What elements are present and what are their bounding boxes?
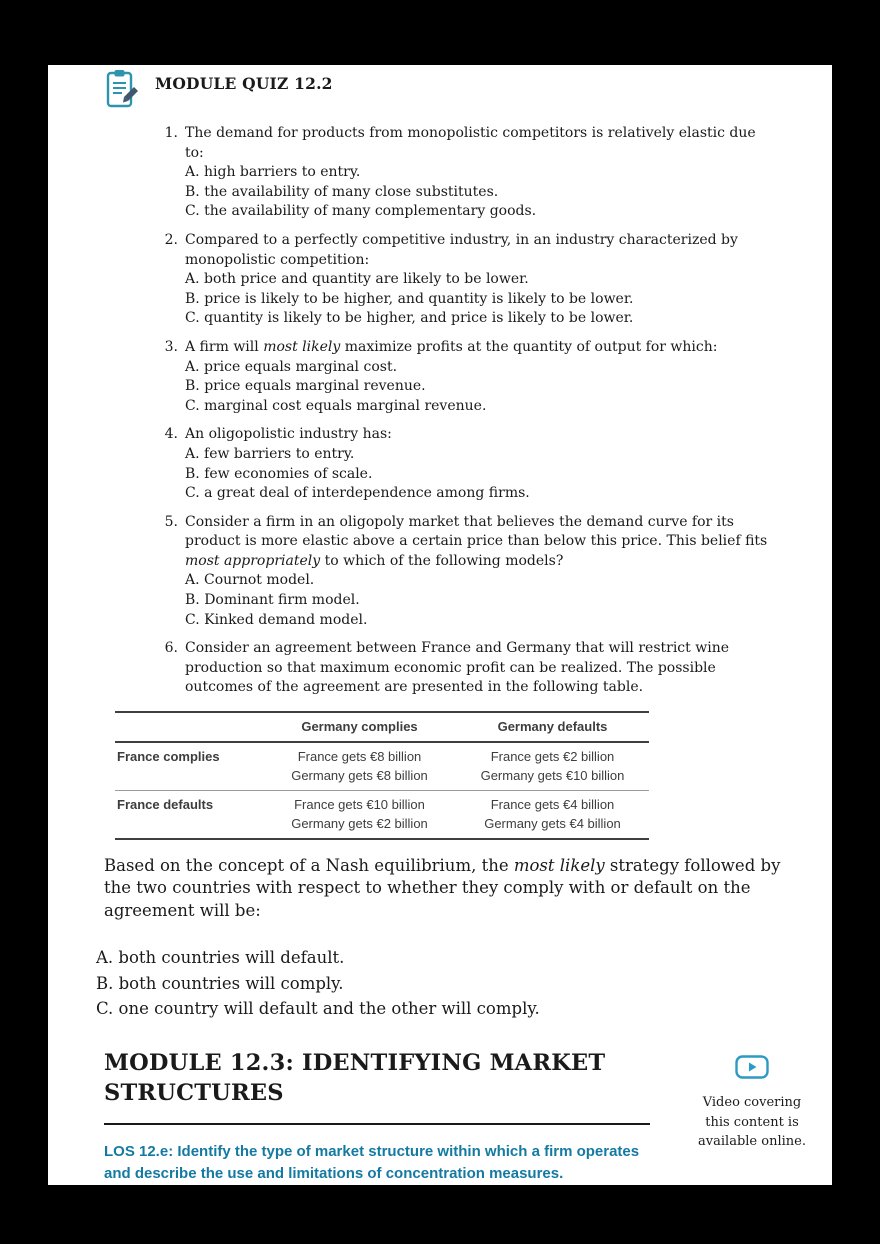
- answer-choice: C. quantity is likely to be higher, and price is likely to be lower.: [185, 310, 634, 327]
- payoff-table-body: [115, 742, 649, 839]
- payoff-cell: [456, 790, 649, 839]
- video-column: [672, 1049, 832, 1185]
- answer-choice: A. Cournot model.: [185, 572, 315, 589]
- table-row-label: France defaults: [117, 796, 214, 812]
- quiz-question: [158, 513, 832, 631]
- question-stem: An oligopolistic industry has:: [185, 426, 392, 443]
- question-body: [185, 338, 717, 416]
- heading-divider: [104, 1123, 650, 1125]
- payoff-line: Germany gets €10 billion: [480, 768, 625, 784]
- payoff-line: Germany gets €2 billion: [291, 816, 428, 832]
- answer-choice: A. price equals marginal cost.: [185, 358, 398, 375]
- question-body: [185, 513, 770, 631]
- payoff-line: France gets €4 billion: [490, 796, 615, 812]
- question6-prompt: Based on the concept of a Nash equilibrium, the most likely strategy followed by the two countries with respect to whether they comply with or default on the agreement will be:: [104, 855, 781, 921]
- payoff-cell: [263, 742, 456, 791]
- answer-choice: C. one country will default and the other will comply.: [96, 999, 540, 1019]
- answer-choice: C. the availability of many complementary goods.: [185, 203, 537, 220]
- question-body: [185, 124, 770, 222]
- quiz-header: [104, 68, 832, 112]
- question-number: 2.: [164, 231, 178, 248]
- answer-choice: B. price equals marginal revenue.: [185, 378, 426, 395]
- question-stem: Consider an agreement between France and Germany that will restrict wine production so that maximum economic profit can be realized. The possible outcomes of the agreement are presented in the following table.: [185, 640, 729, 696]
- answer-choice: A. high barriers to entry.: [185, 164, 361, 181]
- payoff-cell: [456, 742, 649, 791]
- quiz-question: [158, 425, 832, 503]
- payoff-line: France gets €10 billion: [294, 796, 425, 812]
- table-row: [115, 742, 649, 791]
- question-number: 3.: [164, 338, 178, 355]
- table-row-label: France complies: [117, 748, 220, 764]
- answer-choice: B. price is likely to be higher, and quantity is likely to be lower.: [185, 290, 634, 307]
- clipboard-pencil-icon: [104, 68, 142, 112]
- quiz-question: [158, 338, 832, 416]
- quiz-question: [158, 124, 832, 222]
- los-statement: LOS 12.e: Identify the type of market structure within which a firm operates and describe the use and limitations of concentration measures.: [104, 1142, 640, 1183]
- module-section: [104, 1049, 832, 1185]
- question-stem: The demand for products from monopolistic competitors is relatively elastic due to:: [185, 125, 756, 161]
- question-number: 1.: [164, 125, 178, 141]
- question-stem: Compared to a perfectly competitive industry, in an industry characterized by monopolistic competition:: [185, 231, 738, 268]
- payoff-line: Germany gets €4 billion: [484, 816, 621, 832]
- payoff-table: [115, 711, 649, 840]
- question-number: 4.: [164, 426, 178, 443]
- payoff-line: Germany gets €8 billion: [291, 768, 428, 784]
- answer-choice: C. marginal cost equals marginal revenue.: [185, 397, 487, 414]
- table-col-header: Germany defaults: [497, 719, 608, 735]
- question-stem: Consider a firm in an oligopoly market that believes the demand curve for its product is more elastic above a certain price than below this price. This belief fits most appropriately to which of the following models?: [185, 513, 768, 569]
- question-body: [185, 425, 530, 503]
- answer-choice: A. few barriers to entry.: [185, 445, 355, 462]
- book-page: [48, 65, 832, 1185]
- answer-choice: C. Kinked demand model.: [185, 611, 368, 628]
- quiz-title: MODULE QUIZ 12.2: [155, 74, 333, 93]
- quiz-question: [158, 231, 832, 329]
- table-corner-cell: [115, 712, 263, 742]
- final-choices: [96, 946, 832, 1022]
- answer-choice: A. both price and quantity are likely to be lower.: [185, 271, 529, 288]
- question-body: [185, 639, 770, 698]
- answer-choice: C. a great deal of interdependence among firms.: [185, 485, 530, 502]
- table-header-row: [115, 712, 649, 742]
- quiz-questions: [158, 124, 832, 698]
- answer-choice: B. both countries will comply.: [96, 973, 344, 993]
- question-number: 5.: [164, 513, 178, 530]
- video-availability-note: Video covering this content is available online.: [698, 1095, 806, 1150]
- table-col-header: Germany complies: [301, 719, 418, 735]
- answer-choice: B. few economies of scale.: [185, 465, 373, 482]
- answer-choice: B. the availability of many close substitutes.: [185, 183, 499, 200]
- module-heading: MODULE 12.3: IDENTIFYING MARKET STRUCTURES: [104, 1050, 606, 1106]
- payoff-line: France gets €8 billion: [297, 748, 422, 764]
- quiz-question: [158, 639, 832, 698]
- video-play-button[interactable]: [735, 1055, 769, 1079]
- payoff-cell: [263, 790, 456, 839]
- question-stem: A firm will most likely maximize profits at the quantity of output for which:: [185, 338, 718, 355]
- table-row: [115, 790, 649, 839]
- answer-choice: A. both countries will default.: [96, 947, 345, 967]
- payoff-line: France gets €2 billion: [490, 748, 615, 764]
- question-number: 6.: [164, 640, 178, 657]
- module-section-left: [104, 1049, 664, 1185]
- question-body: [185, 231, 770, 329]
- answer-choice: B. Dominant firm model.: [185, 592, 360, 609]
